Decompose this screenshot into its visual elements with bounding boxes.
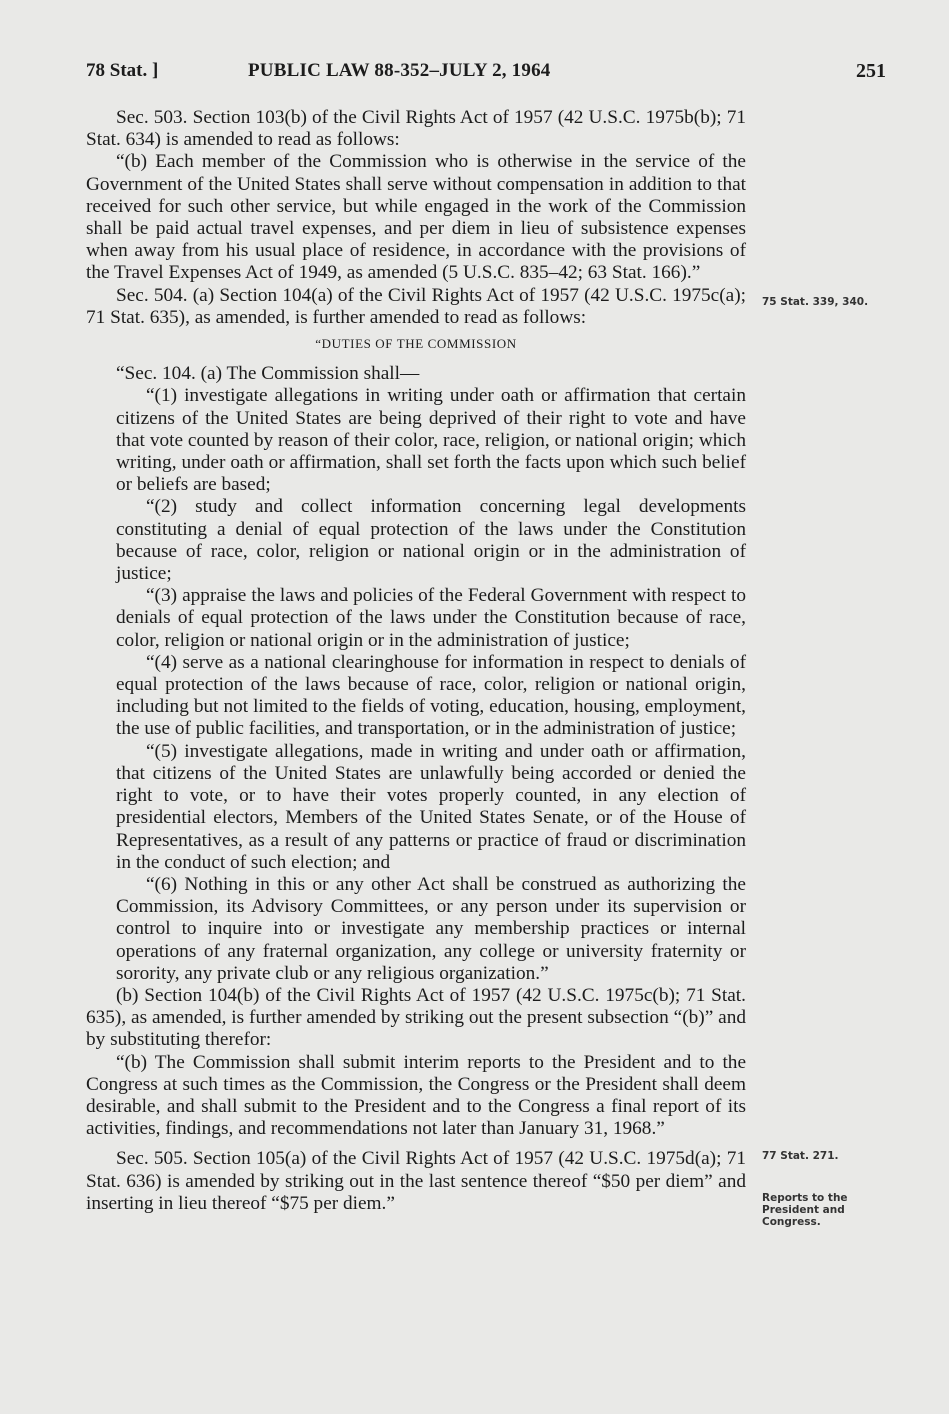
duty-item-1: “(1) investigate allegations in writing under oath or affirmation that certain citizens of the United States are being deprived of their right to vote and have that vote counted by reason of their color, race, religion, or national origin; which writing, under oath or affirmation, shall set forth the facts upon which such belief or beliefs are based;	[116, 385, 746, 496]
page-header	[86, 60, 886, 84]
margin-note-reports: Reports to the President and Congress.	[762, 1192, 848, 1228]
section-503-paragraph: Sec. 503. Section 103(b) of the Civil Rights Act of 1957 (42 U.S.C. 1975b(b); 71 Stat. 634) is amended to read as follows:	[86, 107, 746, 151]
duty-item-6: “(6) Nothing in this or any other Act shall be construed as authorizing the Commission, its Advisory Committees, or any person under its supervision or control to inquire into or investigate any membership practices or internal operations of any fraternal organization, any college or university fraternity or sorority, any private club or any religious organization.”	[116, 873, 746, 984]
duties-heading: “DUTIES OF THE COMMISSION	[315, 336, 517, 352]
duty-item-2: “(2) study and collect information concerning legal developments constituting a denial of equal protection of the laws under the Constitution because of race, color, religion or national origin or in the administration of justice;	[116, 496, 746, 585]
duty-item-3: “(3) appraise the laws and policies of the Federal Government with respect to denials of equal protection of the laws under the Constitution because of race, color, religion or national origin or in the administration of justice;	[116, 585, 746, 651]
page-number: 251	[856, 60, 886, 82]
stat-volume-reference: 78 Stat. ]	[86, 60, 159, 81]
duty-item-5: “(5) investigate allegations, made in writing and under oath or affirmation, that citizens of the United States are unlawfully being accorded or denied the right to vote, or to have their votes properly counted, in any election of presidential electors, Members of the United States Senate, or of the House of Representatives, as a result of any patterns or practice of fraud or discrimination in the conduct of such election; and	[116, 740, 746, 873]
margin-note-77-stat: 77 Stat. 271.	[762, 1150, 839, 1162]
section-104a-intro: “Sec. 104. (a) The Commission shall—	[116, 363, 420, 385]
statute-text	[86, 107, 746, 1215]
margin-note-75-stat: 75 Stat. 339, 340.	[762, 296, 869, 308]
section-504b-paragraph: (b) Section 104(b) of the Civil Rights Act of 1957 (42 U.S.C. 1975c(b); 71 Stat. 635), as amended, is further amended by striking out the present subsection “(b)” and by substituting therefor:	[86, 984, 746, 1051]
public-law-title: PUBLIC LAW 88-352–JULY 2, 1964	[248, 60, 551, 81]
reports-paragraph: “(b) The Commission shall submit interim reports to the President and to the Congress at such times as the Commission, the Congress or the President shall deem desirable, and shall submit to the President and to the Congress a final report of its activities, findings, and recommendations not later than January 31, 1968.”	[86, 1051, 746, 1140]
section-504a-paragraph: Sec. 504. (a) Section 104(a) of the Civil Rights Act of 1957 (42 U.S.C. 1975c(a); 71 Stat. 635), as amended, is further amended to read as follows:	[86, 284, 746, 328]
section-103b-text-paragraph: “(b) Each member of the Commission who is otherwise in the service of the Government of the United States shall serve without compensation in addition to that received for such other service, but while engaged in the work of the Commission shall be paid actual travel expenses, and per diem in lieu of subsistence expenses when away from his usual place of residence, in accordance with the provisions of the Travel Expenses Act of 1949, as amended (5 U.S.C. 835–42; 63 Stat. 166).”	[86, 151, 746, 284]
duty-item-4: “(4) serve as a national clearinghouse for information in respect to denials of equal protection of the laws because of race, color, religion or national origin, including but not limited to the fields of voting, education, housing, employment, the use of public facilities, and transportation, or in the administration of justice;	[116, 651, 746, 740]
section-505-paragraph: Sec. 505. Section 105(a) of the Civil Rights Act of 1957 (42 U.S.C. 1975d(a); 71 Stat. 636) is amended by striking out in the last sentence thereof “$50 per diem” and inserting in lieu thereof “$75 per diem.”	[86, 1148, 746, 1214]
